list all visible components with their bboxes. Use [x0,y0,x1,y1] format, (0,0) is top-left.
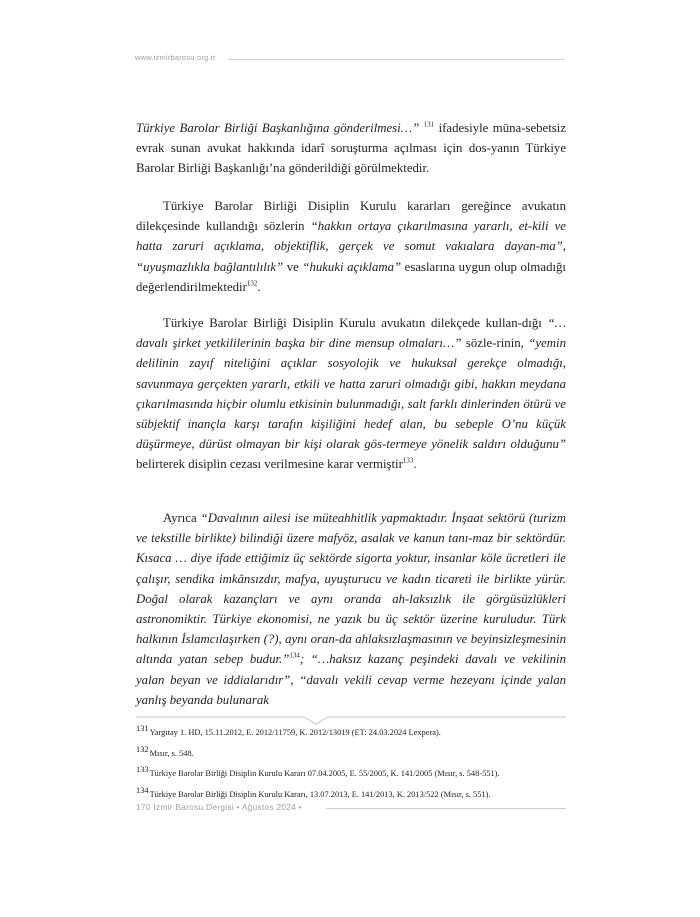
p3-text-3: belirterek disiplin cezası verilmesine karar vermiştir [136,457,403,472]
footnote-number: 131 [136,724,149,734]
footnote-number: 133 [136,765,149,775]
p2-text-4: . [257,279,261,294]
footnote-number: 134 [136,785,149,795]
p3-text-2: sözle-rinin, [461,336,529,351]
p3-quote-2: “yemin delilinin zayıf niteliğini açıklar sosyolojik ve hukuksal gerekçe olmadığı, savunmaya gerçekten yararlı, etkili ve hatta zaruri olmadığı gibi, hakkın meydana çıkarılmasında hiçbir olumlu etkisinin bulunmadığı, salt farklı dinlerinden ötürü ve sübjektif inançla karşı tarafın kişiliğini hedef alan, bu sebeple O’nu küçük düşürmeye, dürüst olmayan bir kişi olarak gös-termeye yönelik saldırı olduğunu” [136,336,566,452]
footnote-text: Yargıtay 1. HD, 15.11.2012, E. 2012/11759, K. 2012/13019 (ET: 24.03.2024 Lexpera). [149,728,441,737]
footnotes [136,723,566,805]
footnote-text: Türkiye Barolar Birliği Disiplin Kurulu Kararı, 13.07.2013, E. 141/2013, K. 2013/522 (Mısır, s. 551). [149,789,491,799]
footnote-text: Mısır, s. 548. [149,748,194,758]
footnote-133 [136,764,566,785]
footnote-ref-132[interactable]: 132 [246,279,258,288]
p3-text-4: . [413,457,417,472]
p4-quote-1: “Davalının ailesi ise müteahhitlik yapmaktadır. İnşaat sektörü (turizm ve tekstille birlikte) bilindiği üzere mafyöz, asalak ve kanun tanı-maz bir sektördür. Kısaca … diye ifade ettiğimiz üç sektörde sigorta yoktur, insanlar köle ücretleri ile çalışır, sendika imkânsızdır, mafya, uyuşturucu ve kadın ticareti ile birlikte yürür. Doğal olarak kazançları ve aynı oranda ah-laksızlık ile görgüsüzlükleri astronomiktir. Türkiye ekonomisi, ne yazık bu üç sektör üzerine kuruludur. Türk halkının İslamcılaşırken (?), aynı oran-da ahlaksızlaşmasının ve beyinsizleşmesinin altında yatan sebep budur.” [136,511,566,667]
p1-quote: Türkiye Barolar Birliği Başkanlığına gönderilmesi…” [136,121,420,135]
p2-quote-2: “hukuki açıklama” [302,259,402,274]
p2-text-1: Türkiye Barolar Birliği Disiplin Kurulu kararları gereğince avukatın dilekçesinde kullandığı sözlerin [136,199,566,234]
footer-rule [326,808,566,809]
footnote-131 [136,723,566,744]
footnote-ref-134[interactable]: 134 [289,652,300,661]
footnote-132 [136,744,566,765]
paragraph-2 [136,196,566,297]
header-rule [228,59,565,60]
p2-quote-1: “hakkın ortaya çıkarılmasına yararlı, et-kili ve hatta zaruri açıklama, objektiflik, gerçek ve somut vakıalara dayan-ma”, “uyuşmazlıkla bağlantılılık” [136,219,566,274]
paragraph-3 [136,313,566,475]
footer-text: 170 İzmir Barosu Dergisi • Ağustos 2024 • [136,802,302,812]
p4-quote-2: ; “…haksız kazanç peşindeki davalı ve vekilinin yalan beyan ve iddialarıdır”, “davalı vekili cevap verme hezeyanı içinde yalan yanlış beyanda bulunarak [136,652,566,707]
page-header [135,52,565,68]
header-url: www.izmirbarosu.org.tr [135,53,216,62]
p2-text-3: esaslarına uygun olup olmadığı değerlendirilmektedir [136,259,566,294]
footnote-ref-133[interactable]: 133 [402,457,414,466]
p4-text-1: Ayrıca [163,511,201,525]
page-footer [136,802,566,818]
p3-text-1: Türkiye Barolar Birliği Disiplin Kurulu avukatın dilekçede kullan-dığı [163,316,548,330]
p3-quote-1: “…davalı şirket yetkililerinin başka bir dine mensup olmaları…” [136,316,566,351]
footnote-ref-131[interactable]: 131 [423,120,435,129]
p2-text-2: ve [283,259,303,274]
p1-text: ifadesiyle müna-sebetsiz evrak sunan avukat hakkında idarî soruşturma açılması için dos-yanın Türkiye Barolar Birliği Başkanlığı’na gönderildiği görülmektedir. [136,121,566,176]
footnote-number: 132 [136,744,149,754]
paragraph-4 [136,508,566,710]
footnote-text: Türkiye Barolar Birliği Disiplin Kurulu Kararı 07.04.2005, E. 55/2005, K. 141/2005 (Mısır, s. 548-551). [149,769,500,778]
paragraph-1 [136,118,566,179]
